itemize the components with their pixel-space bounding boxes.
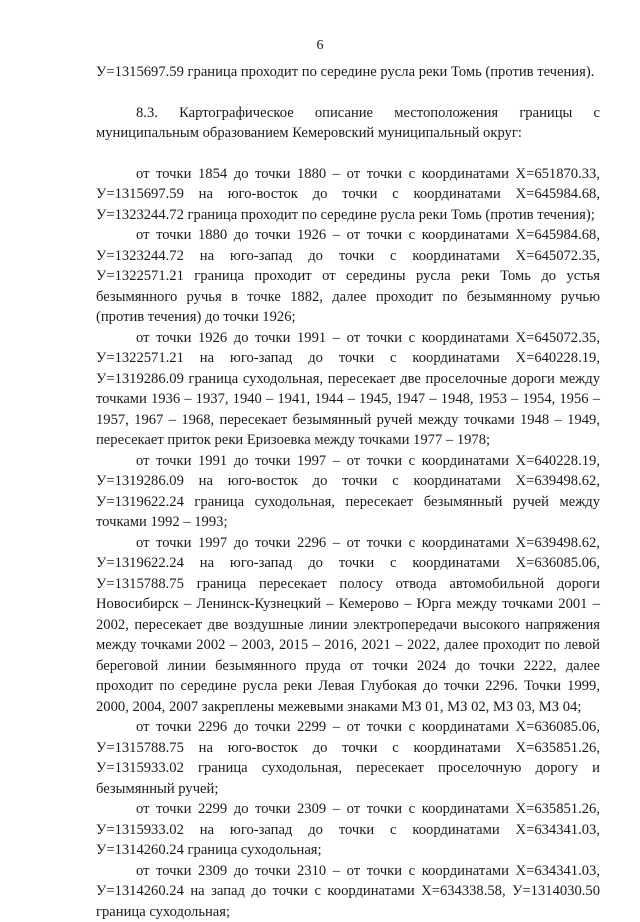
paragraph-segment-2299-2309: от точки 2299 до точки 2309 – от точки с координатами Х=635851.26, У=1315933.02 на юго-запад до точки с координатами Х=634341.03, У=1314260.24 граница суходольная;: [96, 799, 600, 861]
paragraph-segment-2309-2310: от точки 2309 до точки 2310 – от точки с координатами Х=634341.03, У=1314260.24 на запад до точки с координатами Х=634338.58, У=1314030.50 граница суходольная;: [96, 861, 600, 922]
paragraph-segment-1854-1880: от точки 1854 до точки 1880 – от точки с координатами Х=651870.33, У=1315697.59 на юго-восток до точки с координатами Х=645984.68, У=1323244.72 граница проходит по середине русла реки Томь (против течения);: [96, 164, 600, 226]
document-body: [96, 62, 600, 922]
paragraph-segment-1991-1997: от точки 1991 до точки 1997 – от точки с координатами Х=640228.19, У=1319286.09 на юго-восток до точки с координатами Х=639498.62, У=1319622.24 граница суходольная, пересекает безымянный ручей между точками 1992 – 1993;: [96, 451, 600, 533]
page-number: 6: [0, 38, 640, 54]
paragraph-segment-1997-2296: от точки 1997 до точки 2296 – от точки с координатами Х=639498.62, У=1319622.24 на юго-запад до точки с координатами Х=636085.06, У=1315788.75 граница пересекает полосу отвода автомобильной дороги Новосибирск – Ленинск-Кузнецкий – Кемерово – Юрга между точками 2001 – 2002, пересекает две воздушные линии электропередачи высокого напряжения между точками 2002 – 2003, 2015 – 2016, 2021 – 2022, далее проходит по левой береговой линии безымянного пруда от точки 2024 до точки 2222, далее проходит по середине русла реки Левая Глубокая до точки 2296. Точки 1999, 2000, 2004, 2007 закреплены межевыми знаками МЗ 01, МЗ 02, МЗ 03, МЗ 04;: [96, 533, 600, 718]
paragraph-segment-1926-1991: от точки 1926 до точки 1991 – от точки с координатами Х=645072.35, У=1322571.21 на юго-запад до точки с координатами Х=640228.19, У=1319286.09 граница суходольная, пересекает две проселочные дороги между точками 1936 – 1937, 1940 – 1941, 1944 – 1945, 1947 – 1948, 1953 – 1954, 1956 – 1957, 1967 – 1968, пересекает безымянный ручей между точками 1948 – 1949, пересекает приток реки Еризоевка между точками 1977 – 1978;: [96, 328, 600, 451]
paragraph-continuation: У=1315697.59 граница проходит по середине русла реки Томь (против течения).: [96, 62, 600, 83]
paragraph-segment-2296-2299: от точки 2296 до точки 2299 – от точки с координатами Х=636085.06, У=1315788.75 на юго-восток до точки с координатами Х=635851.26, У=1315933.02 граница суходольная, пересекает проселочную дорогу и безымянный ручей;: [96, 717, 600, 799]
paragraph-segment-1880-1926: от точки 1880 до точки 1926 – от точки с координатами Х=645984.68, У=1323244.72 на юго-запад до точки с координатами Х=645072.35, У=1322571.21 граница проходит от середины русла реки Томь до устья безымянного ручья в точке 1882, далее проходит по безымянному ручью (против течения) до точки 1926;: [96, 225, 600, 328]
section-heading-8-3: 8.3. Картографическое описание местоположения границы с муниципальным образованием Кемеровский муниципальный округ:: [96, 103, 600, 144]
